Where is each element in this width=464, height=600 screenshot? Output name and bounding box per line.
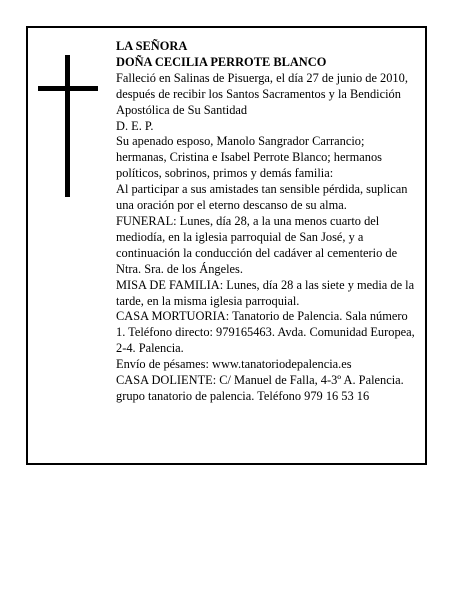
death-info: Falleció en Salinas de Pisuerga, el día 27 de junio de 2010, después de recibir los Santos Sacramentos y la Bendición Apostólica de Su Santidad <box>116 70 408 117</box>
mortuary-text: CASA MORTUORIA: Tanatorio de Palencia. Sala número 1. Teléfono directo: 979165463. Avda. Comunidad Europea, 2-4. Palencia. <box>116 309 415 356</box>
obituary-text <box>116 39 416 405</box>
cross-icon-crossbar <box>38 86 98 91</box>
family-text: Su apenado esposo, Manolo Sangrador Carrancio; hermanas, Cristina e Isabel Perrote Blanco; hermanos políticos, sobrinos, primos y demás familia: <box>116 134 382 181</box>
mass-text: MISA DE FAMILIA: Lunes, día 28 a las siete y media de la tarde, en la misma iglesia parroquial. <box>116 277 415 308</box>
heading: LA SEÑORA <box>116 39 188 53</box>
request-text: Al participar a sus amistades tan sensible pérdida, suplican una oración por el eterno descanso de su alma. <box>116 182 408 213</box>
deceased-name: DOÑA CECILIA PERROTE BLANCO <box>116 54 327 69</box>
funeral-text: FUNERAL: Lunes, día 28, a la una menos cuarto del mediodía, en la iglesia parroquial de San José, y a continuación la conducción del cadáver al cementerio de Ntra. Sra. de los Ángeles. <box>116 213 398 276</box>
home-text: CASA DOLIENTE: C/ Manuel de Falla, 4-3º A. Palencia. <box>116 373 404 388</box>
condolences-text: Envío de pésames: www.tanatoriodepalencia.es <box>116 357 352 372</box>
cross-icon <box>65 55 70 197</box>
footer-text: grupo tanatorio de palencia. Teléfono 979 16 53 16 <box>116 388 370 403</box>
dep-text: D. E. P. <box>116 118 154 133</box>
